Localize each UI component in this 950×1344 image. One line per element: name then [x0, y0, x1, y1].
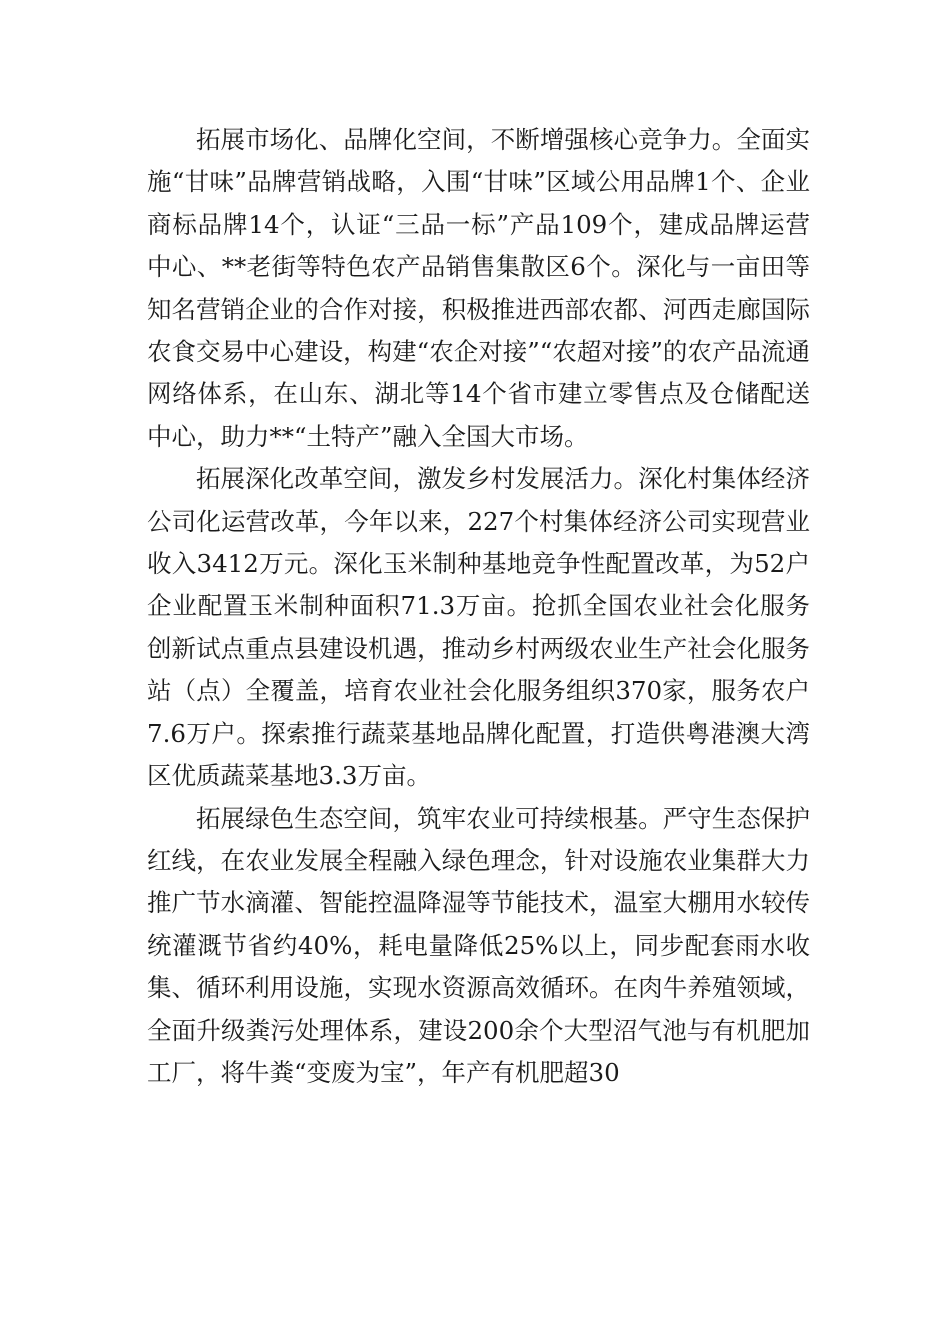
paragraph-green-ecology: 拓展绿色生态空间，筑牢农业可持续根基。严守生态保护红线，在农业发展全程融入绿色理念，针对设施农业集群大力推广节水滴灌、智能控温降湿等节能技术，温室大棚用水较传统灌溉节省约40%，耗电量降低25%以上，同步配套雨水收集、循环利用设施，实现水资源高效循环。在肉牛养殖领域，全面升级粪污处理体系，建设200余个大型沼气池与有机肥加工厂，将牛粪“变废为宝”，年产有机肥超30: [147, 803, 810, 1087]
body-text: [147, 119, 810, 1094]
paragraph-market-branding: 拓展市场化、品牌化空间，不断增强核心竞争力。全面实施“甘味”品牌营销战略，入围“甘味”区域公用品牌1个、企业商标品牌14个，认证“三品一标”产品109个，建成品牌运营中心、**老街等特色农产品销售集散区6个。深化与一亩田等知名营销企业的合作对接，积极推进西部农都、河西走廊国际农食交易中心建设，构建“农企对接”“农超对接”的农产品流通网络体系，在山东、湖北等14个省市建立零售点及仓储配送中心，助力**“土特产”融入全国大市场。: [147, 125, 810, 451]
paragraph-reform: 拓展深化改革空间，激发乡村发展活力。深化村集体经济公司化运营改革，今年以来，227个村集体经济公司实现营业收入3412万元。深化玉米制种基地竞争性配置改革，为52户企业配置玉米制种面积71.3万亩。抢抓全国农业社会化服务创新试点重点县建设机遇，推动乡村两级农业生产社会化服务站（点）全覆盖，培育农业社会化服务组织370家，服务农户7.6万户。探索推行蔬菜基地品牌化配置，打造供粤港澳大湾区优质蔬菜基地3.3万亩。: [147, 464, 810, 791]
